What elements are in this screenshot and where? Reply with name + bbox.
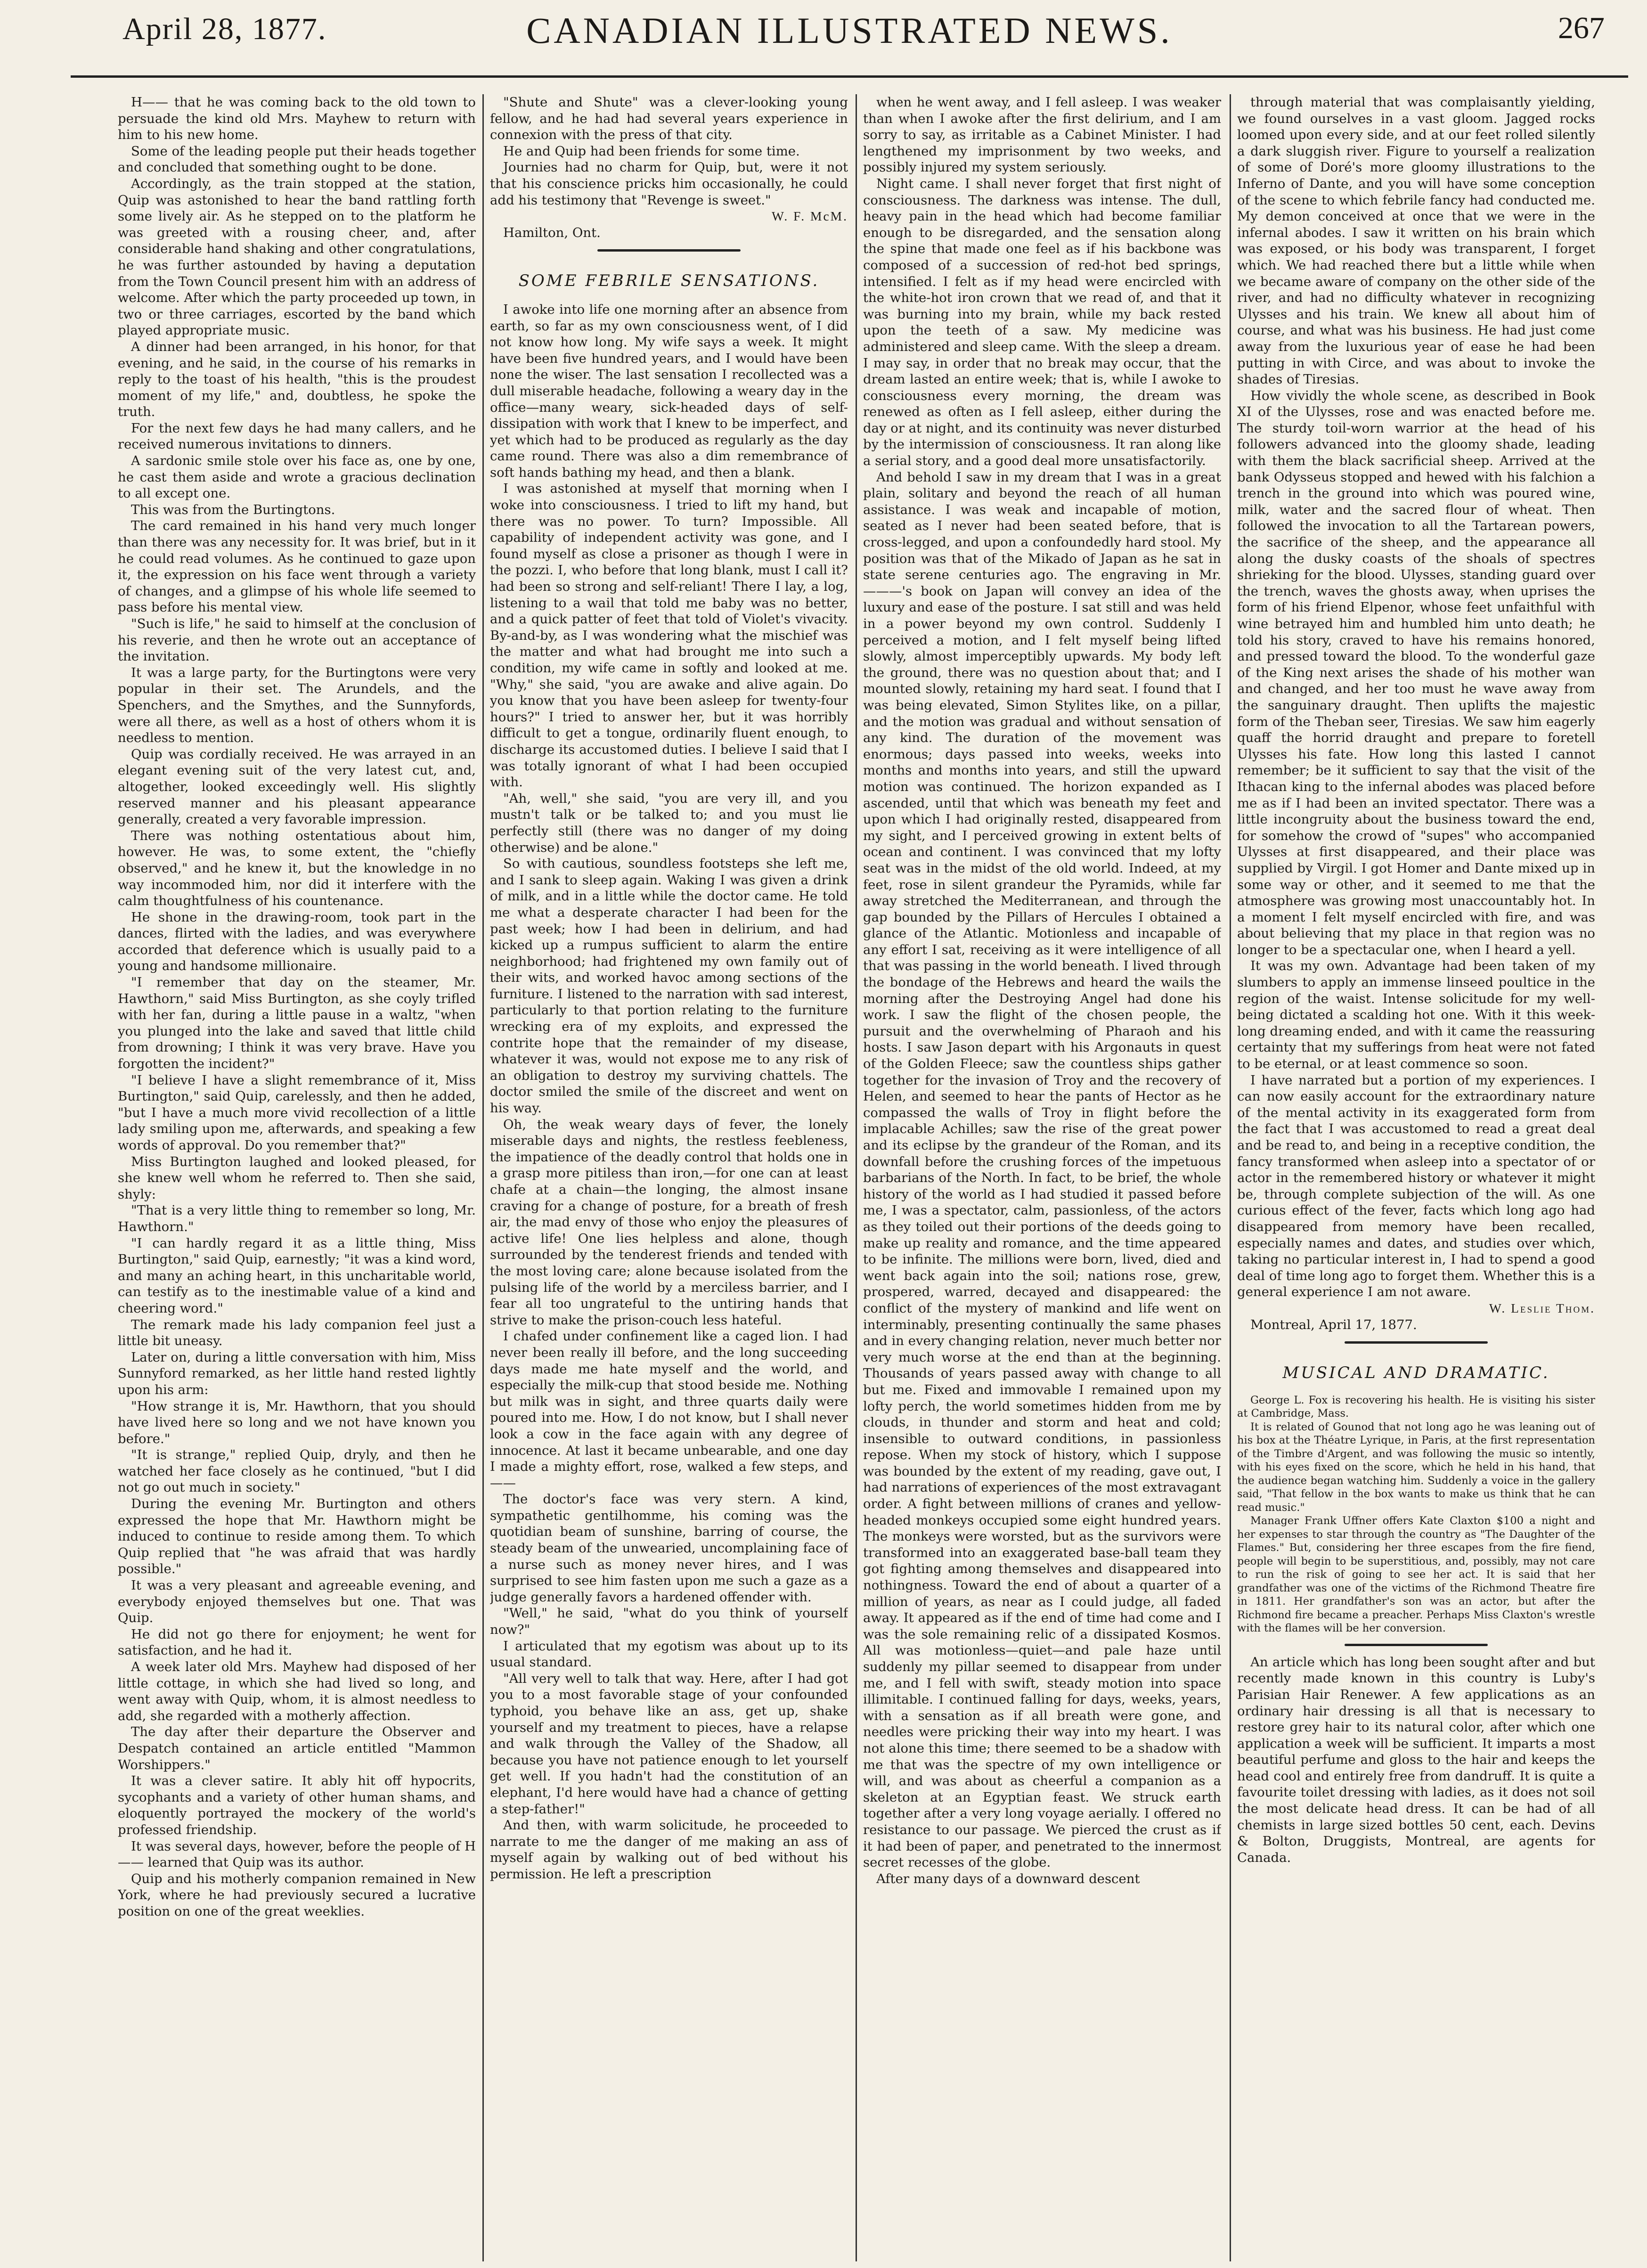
paragraph: A sardonic smile stole over his face as, one by one, he cast them aside and wrote a gracious declination to all except one.	[118, 453, 476, 501]
paragraph: "How strange it is, Mr. Hawthorn, that you should have lived here so long and we not have known you before."	[118, 1398, 476, 1446]
paragraph: Accordingly, as the train stopped at the station, Quip was astonished to hear the band rattling forth some lively air. As he stepped on to the platform he was greeted with a rousing cheer, and, after considerable hand shaking and other congratulations, he was further astounded by having a deputation from the Town Council present him with an address of welcome. After which the party proceeded up town, in two or three carriages, escorted by the band which played appropriate music.	[118, 176, 476, 338]
paragraph: This was from the Burtingtons.	[131, 502, 335, 517]
paragraph: "Shute and Shute" was a clever-looking young fellow, and he had had several years experience in connexion with the press of that city.	[490, 95, 848, 143]
paragraph: "I believe I have a slight remembrance of it, Miss Burtington," said Quip, carelessly, and then he added, "but I have a much more vivid recollection of a little lady smiling upon me, afterwards, and speaking a few words of approval. Do you remember that?"	[118, 1072, 476, 1153]
paragraph: I awoke into life one morning after an absence from earth, so far as my own consciousness went, of I did not know how long. My wife says a week. It might have been five hundred years, and I would have been none the wiser. The last sensation I recollected was a dull miserable headache, following a weary day in the office—many weary, sick-headed days of self-dissipation with work that I knew to be imperfect, and yet which had to be produced as regularly as the day came round. There was also a dim remembrance of soft hands bathing my head, and then a blank.	[490, 302, 848, 480]
paragraph: It was several days, however, before the people of H—— learned that Quip was its author.	[118, 1838, 476, 1870]
paragraph: The remark made his lady companion feel just a little bit uneasy.	[118, 1317, 476, 1349]
paragraph: Miss Burtington laughed and looked pleased, for she knew well whom he referred to. Then she said, shyly:	[118, 1154, 476, 1202]
paragraph: "Ah, well," she said, "you are very ill, and you mustn't talk or be talked to; and you must lie perfectly still (there was no danger of my doing otherwise) and be alone."	[490, 791, 848, 855]
paragraph: when he went away, and I fell asleep. I was weaker than when I awoke after the first delirium, and I am sorry to say, as irritable as a Cabinet Minister. I had lengthened my imprisonment by two weeks, and possibly injured my system seriously.	[863, 95, 1221, 175]
paragraph: "Well," he said, "what do you think of yourself now?"	[490, 1606, 848, 1638]
paragraph: It was a large party, for the Burtingtons were very popular in their set. The Arundels, and the Spenchers, and the Smythes, and the Sunnyfords, were all there, as well as a host of others whom it is needless to mention.	[118, 665, 476, 746]
column-rule	[1230, 94, 1231, 2261]
masthead	[71, 0, 1628, 78]
paragraph: He did not go there for enjoyment; he went for satisfaction, and he had it.	[118, 1626, 476, 1658]
column-rule	[482, 94, 484, 2261]
paragraph: "I remember that day on the steamer, Mr. Hawthorn," said Miss Burtington, as she coyly trifled with her fan, during a little pause in a waltz, "when you plunged into the lake and saved that little child from drowning; I think it was very brave. Have you forgotten the incident?"	[118, 975, 476, 1072]
paragraph: I articulated that my egotism was about up to its usual standard.	[490, 1638, 848, 1670]
page-number: 267	[1558, 11, 1605, 45]
paragraph: After many days of a downward descent	[876, 1871, 1140, 1886]
paragraph: Quip was cordially received. He was arrayed in an elegant evening suit of the very latest cut, and, altogether, looked exceedingly well. His slightly reserved manner and his pleasant appearance generally, created a very favorable impression.	[118, 746, 476, 827]
paragraph: There was nothing ostentatious about him, however. He was, to some extent, the "chiefly observed," and he knew it, but the knowledge in no way incommoded him, nor did it interfere with the calm thoughtfulness of his countenance.	[118, 828, 476, 909]
paragraph: For the next few days he had many callers, and he received numerous invitations to dinners.	[118, 420, 476, 452]
article-febrile-ending	[1237, 94, 1595, 1300]
paragraph: It was my own. Advantage had been taken of my slumbers to apply an immense linseed poultice in the region of the waist. Intense solicitude for my well-being dictated a scalding hot one. With it this week-long dreaming ended, and with it came the reassuring certainty that my sufferings from heat were not fated to be eternal, or at least commence so soon.	[1237, 958, 1595, 1072]
paragraph: He shone in the drawing-room, took part in the dances, flirted with the ladies, and was everywhere accorded that deference which is usually paid to a young and handsome millionaire.	[118, 909, 476, 974]
musical-dramatic-items	[1237, 1394, 1595, 1635]
paragraph: So with cautious, soundless footsteps she left me, and I sank to sleep again. Waking I was given a drink of milk, and in a little while the doctor came. He told me what a desperate character I had been for the past week; how I had been in delirium, and had kicked up a rumpus sufficient to alarm the entire neighborhood; had frightened my own family out of their wits, and worked havoc among sections of the furniture. I listened to the narration with sad interest, particularly to that portion relating to the furniture wrecking era of my exploits, and expressed the contrite hope that the remainder of my disease, whatever it was, would not expose me to any risk of an obligation to destroy my surviving chattels. The doctor smiled the smile of the discreet and went on his way.	[490, 856, 848, 1116]
newspaper-title: CANADIAN ILLUSTRATED NEWS.	[526, 10, 1173, 51]
dateline: Montreal, April 17, 1877.	[1250, 1317, 1417, 1332]
issue-date: April 28, 1877.	[122, 12, 327, 46]
dateline: Hamilton, Ont.	[503, 225, 601, 240]
paragraph: A week later old Mrs. Mayhew had disposed of her little cottage, in which she had lived so long, and went away with Quip, whom, it is almost needless to add, she regarded with a motherly affection.	[118, 1659, 476, 1723]
paragraph: "Such is life," he said to himself at the conclusion of his reverie, and then he wrote out an acceptance of the invitation.	[118, 616, 476, 664]
article-heading: SOME FEBRILE SENSATIONS.	[518, 271, 820, 291]
paragraph: Manager Frank Uffner offers Kate Claxton $100 a night and her expenses to star through the country as "The Daughter of the Flames." But, considering her three escapes from the fire fiend, people will begin to be superstitious, and, possibly, may not care to run the risk of going to see her act. It is said that her grandfather was one of the victims of the Richmond Theatre fire in 1811. Her grandfather's son was an actor, but after the Richmond fire became a preacher. Perhaps Miss Claxton's wrestle with the flames will be her conversion.	[1237, 1515, 1595, 1635]
paragraph: Later on, during a little conversation with him, Miss Sunnyford remarked, as her little hand rested lightly upon his arm:	[118, 1349, 476, 1397]
paragraph: I was astonished at myself that morning when I woke into consciousness. I tried to lift my hand, but there was no power. To turn? Impossible. All capability of independent activity was gone, and I found myself as close a prisoner as though I were in the pozzi. I, who before that long blank, must I call it? had been so strong and self-reliant! There I lay, a log, listening to a wail that told me baby was no better, and a quick patter of feet that told of Violet's vivacity. By-and-by, as I was wondering what the mischief was the matter and what had brought me into such a condition, my wife came in softly and looked at me. "Why," she said, "you are awake and alive again. Do you know that you have been asleep for twenty-four hours?" I tried to answer her, but it was horribly difficult to get a tongue, ordinarily fluent enough, to discharge its accustomed duties. I believe I said that I was totally ignorant of what I had been occupied with.	[490, 481, 848, 790]
paragraph: He and Quip had been friends for some time.	[503, 143, 800, 159]
story-quip-ending	[490, 94, 848, 208]
paragraph: It was a very pleasant and agreeable evening, and everybody enjoyed themselves but one. That was Quip.	[118, 1578, 476, 1626]
hair-renewer-advert: An article which has long been sought after and but recently made known in this country is Luby's Parisian Hair Renewer. A few applications as an ordinary hair dressing is all that is necessary to restore grey hair to its natural color, after which one application a week will be sufficient. It imparts a most beautiful perfume and gloss to the hair and keeps the head cool and entirely free from dandruff. It is quite a favourite toilet dressing with ladies, as it does not soil the most delicate head dress. It can be had of all chemists in large sized bottles 50 cent, each. Devins & Bolton, Druggists, Montreal, are agents for Canada.	[1237, 1654, 1595, 1865]
paragraph: I have narrated but a portion of my experiences. I can now easily account for the extraordinary nature of the mental activity in its exaggerated form from the fact that I was accustomed to read a great deal and be read to, and being in a receptive condition, the fancy transformed when asleep into a spectator of or actor in the remembered history or whatever it might be, through complete subjection of the will. As one curious effect of the fever, facts which long ago had disappeared from memory have been recalled, especially names and dates, and studies over which, taking no particular interest in, I had to spend a good deal of time long ago to forget them. Whether this is a general experience I am not aware.	[1237, 1072, 1595, 1300]
section-heading: MUSICAL AND DRAMATIC.	[1282, 1363, 1550, 1383]
author-signature: W. Leslie Thom.	[1489, 1300, 1595, 1315]
paragraph: A dinner had been arranged, in his honor, for that evening, and he said, in the course of his remarks in reply to the toast of his health, "this is the proudest moment of my life," and, doubtless, he spoke the truth.	[118, 339, 476, 420]
paragraph: Some of the leading people put their heads together and concluded that something ought to be done.	[118, 143, 476, 175]
paragraph: The card remained in his hand very much longer than there was any necessity for. It was brief, but in it he could read volumes. As he continued to gaze upon it, the expression on his face went through a variety of changes, and a glimpse of his whole life seemed to pass before his mental view.	[118, 518, 476, 615]
column-3	[863, 94, 1221, 2261]
paragraph: I chafed under confinement like a caged lion. I had never been really ill before, and the long succeeding days made me hate myself and the world, and especially the milk-cup that stood beside me. Nothing but milk was in sight, and three quarts daily were poured into me. How, I do not know, but I shall never look a cow in the face again with any degree of innocence. At last it became unbearable, and one day I made a mighty effort, rose, walked a few steps, and——	[490, 1329, 848, 1491]
story-quip-continued	[118, 94, 476, 1920]
paragraph: And then, with warm solicitude, he proceeded to narrate to me the danger of me making an ass of myself again by walking out of bed without his permission. He left a prescription	[490, 1818, 848, 1882]
paragraph: Oh, the weak weary days of fever, the lonely miserable days and nights, the restless feebleness, the impatience of the deadly control that holds one in a grasp more pitiless than iron,—for one can at least chafe at a chain—the longing, the almost insane craving for a change of posture, for a breath of fresh air, the mad envy of those who enjoy the pleasures of active life! One lies helpless and alone, though surrounded by the tenderest friends and tended with the most loving care; alone because isolated from the pulsing life of the world by a merciless barrier, and I fear all too ungrateful to the untiring hands that strive to make the prison-couch less hateful.	[490, 1117, 848, 1328]
section-divider	[1237, 1635, 1595, 1654]
article-febrile-continued	[863, 94, 1221, 1887]
columns	[118, 94, 1639, 2261]
paragraph: through material that was complaisantly yielding, we found ourselves in a vast gloom. Jagged rocks loomed upon every side, and at our feet rolled silently a dark sluggish river. Figure to yourself a realization of some of Doré's more gloomy illustrations to the Inferno of Dante, and you will have some conception of the scene to which febrile fancy had conducted me. My demon conceived at once that we were in the infernal abodes. I saw it written on his brain which was exposed, or his body was transparent, I forget which. We had reached there but a little while when we became aware of company on the other side of the river, and had no difficulty whatever in recognizing Ulysses and his train. We knew all about him of course, and what was his business. He had just come away from the luxurious year of ease he had been putting in with Circe, and was about to invoke the shades of Tiresias.	[1237, 95, 1595, 387]
paragraph: Quip and his motherly companion remained in New York, where he had previously secured a lucrative position on one of the great weeklies.	[118, 1871, 476, 1919]
column-2	[490, 94, 848, 2261]
paragraph: The day after their departure the Observer and Despatch contained an article entitled "Mammon Worshippers."	[118, 1724, 476, 1772]
paragraph: George L. Fox is recovering his health. He is visiting his sister at Cambridge, Mass.	[1237, 1394, 1595, 1420]
paragraph: Journies had no charm for Quip, but, were it not that his conscience pricks him occasionally, he could add his testimony that "Revenge is sweet."	[490, 160, 848, 208]
paragraph: "All very well to talk that way. Here, after I had got you to a most favorable stage of your confounded typhoid, you behave like an ass, get up, shake yourself and my treatment to pieces, have a relapse and walk through the Valley of the Shadow, all because you have not patience enough to let yourself get well. If you hadn't had the constitution of an elephant, I'd here would have had a chance of getting a step-father!"	[490, 1671, 848, 1817]
paragraph: It was a clever satire. It ably hit off hypocrits, sycophants and a variety of other human shams, and eloquently portrayed the mockery of the world's professed friendship.	[118, 1773, 476, 1837]
paragraph: "That is a very little thing to remember so long, Mr. Hawthorn."	[118, 1203, 476, 1234]
column-4	[1237, 94, 1595, 2261]
paragraph: Night came. I shall never forget that first night of consciousness. The darkness was intense. The dull, heavy pain in the head which had become familiar enough to be disregarded, and the sensation along the spine that made one feel as if his backbone was composed of a succession of red-hot bed springs, intensified. I felt as if my head were encircled with the white-hot iron crown that we read of, and that it was burning into my brain, while my back rested upon the teeth of a saw. My medicine was administered and sleep came. With the sleep a dream. I may say, in order that no break may occur, that the dream lasted an entire week; that is, while I awoke to consciousness every morning, the dream was renewed as often as I fell asleep, either during the day or at night, and its continuity was never disturbed by the intermission of consciousness. It ran along like a serial story, and a good deal more unsatisfactorily.	[863, 176, 1221, 469]
column-rule	[856, 94, 857, 2261]
paragraph: "It is strange," replied Quip, dryly, and then he watched her face closely as he continued, "but I did not go out much in society."	[118, 1447, 476, 1495]
paragraph: The doctor's face was very stern. A kind, sympathetic gentilhomme, his coming was the quotidian beam of sunshine, barring of course, the steady beam of the unwearied, uncomplaining face of a nurse such as money never hires, and I was surprised to see him fasten upon me such a gaze as a judge generally favors a hardened offender with.	[490, 1492, 848, 1605]
article-febrile-sensations	[490, 302, 848, 1883]
section-divider	[490, 241, 848, 260]
column-1	[118, 94, 476, 2261]
author-signature: W. F. McM.	[771, 209, 848, 224]
paragraph: H—— that he was coming back to the old town to persuade the kind old Mrs. Mayhew to return with him to his new home.	[118, 95, 476, 143]
section-divider	[1237, 1333, 1595, 1352]
paragraph: And behold I saw in my dream that I was in a great plain, solitary and beyond the reach of all human assistance. I was weak and incapable of motion, seated as I never had been seated before, that is cross-legged, and upon a confoundedly hard stool. My position was that of the Mikado of Japan as he sat in state serene centuries ago. The engraving in Mr. ———'s book on Japan will convey an idea of the luxury and ease of the posture. I sat still and was held in a power beyond my own control. Suddenly I perceived a motion, and I felt myself being lifted slowly, almost imperceptibly upwards. My body left the ground, there was no question about that; and I mounted slowly, retaining my hard seat. I found that I was being elevated, Simon Stylites like, on a pillar, and the motion was gradual and without sensation of any kind. The duration of the movement was enormous; days passed into weeks, weeks into months and months into years, and still the upward motion was continued. The horizon expanded as I ascended, until that which was beneath my feet and upon which I had originally rested, disappeared from my sight, and I perceived growing in extent belts of ocean and continent. I was convinced that my lofty seat was in the midst of the old world. Indeed, at my feet, rose in silent grandeur the Pyramids, while far away stretched the Mediterranean, and through the gap bounded by the Pillars of Hercules I obtained a glance of the Atlantic. Motionless and incapable of any effort I sat, receiving as it were intelligence of all that was passing in the world beneath. I lived through the bondage of the Hebrews and heard the wails the morning after the Destroying Angel had done his work. I saw the flight of the chosen people, the pursuit and the overwhelming of Pharaoh and his hosts. I saw Jason depart with his Argonauts in quest of the Golden Fleece; saw the countless ships gather together for the invasion of Troy and the recovery of Helen, and seemed to hear the pants of Hector as he compassed the walls of Troy in flight before the implacable Achilles; saw the rise of the great power and its eclipse by the grandeur of the Roman, and its downfall before the crushing forces of the impetuous barbarians of the North. In fact, to be brief, the whole history of the world as I had studied it passed before me, I was a spectator, calm, passionless, of the actors as they toiled out their portions of the deeds going to make up reality and romance, and the time appeared to be infinite. The millions were born, lived, died and went back again into the soil; nations rose, grew, prospered, warred, decayed and disappeared: the conflict of the mystery of mankind and life went on interminably, presenting continually the same phases and in every changing relation, never much better nor very much worse at the end than at the beginning. Thousands of years passed away with change to all but me. Fixed and immovable I remained upon my lofty perch, the world sometimes hidden from me by clouds, in thunder and storm and heat and cold; insensible to outward conditions, in passionless repose. When my stock of history, which I suppose was bounded by the extent of my reading, gave out, I had narrations of experiences of the most extravagant order. A fight between millions of cranes and yellow-headed monkeys occupied some eight hundred years. The monkeys were worsted, but as the survivors were transformed into an exaggerated base-ball team they got fighting among themselves and disappeared into nothingness. Toward the end of about a quarter of a million of years, as near as I could judge, all faded away. It appeared as if the end of time had come and I was the sole remaining relic of a dissipated Kosmos. All was motionless—quiet—and pale haze until suddenly my pillar seemed to disappear from under me, and I fell with swift, steady motion into space illimitable. I continued falling for days, weeks, years, with a sensation as if all breath were gone, and needles were pricking their way into my heart. I was not alone this time; there seemed to be a shadow with me that was the spectre of my own intelligence or will, and was about as cheerful a companion as a skeleton at an Egyptian feast. We struck earth together after a very long voyage aerially. I offered no resistance to our passage. We pierced the crust as if it had been of paper, and penetrated to the innermost secret recesses of the globe.	[863, 469, 1221, 1870]
paragraph: How vividly the whole scene, as described in Book XI of the Ulysses, rose and was enacted before me. The sturdy toil-worn warrior at the head of his followers advanced into the gloomy shade, leading with them the black sacrificial sheep. Arrived at the bank Odysseus stopped and hewed with his falchion a trench in the ground into which was poured wine, milk, water and the sacred flour of wheat. Then followed the invocation to all the Tartarean powers, the sacrifice of the sheep, and the appearance all along the dusky coasts of the shoals of spectres shrieking for the blood. Ulysses, standing guard over the trench, waves the ghosts away, when uprises the form of his friend Elpenor, whose feet unfaithful with wine betrayed him and humbled him unto death; he told his story, craved to have his remains honored, and pressed toward the blood. To the wonderful gaze of the King next arises the shade of his mother wan and changed, and her too must he wave away from the sanguinary draught. Then uplifts the majestic form of the Theban seer, Tiresias. We saw him eagerly quaff the horrid draught and prepare to foretell Ulysses his fate. How long this lasted I cannot remember; be it sufficient to say that the visit of the Ithacan king to the infernal abodes was placed before me as if I had been an invited spectator. There was a little incongruity about the business toward the end, for somehow the crowd of "supes" who accompanied Ulysses at first disappeared, and their place was supplied by Virgil. I got Homer and Dante mixed up in some way or other, and it seemed to me that the atmosphere was growing most unaccountably hot. In a moment I felt myself encircled with fire, and was about believing that my place in that region was no longer to be a spectacular one, when I heard a yell.	[1237, 388, 1595, 957]
paragraph: "I can hardly regard it as a little thing, Miss Burtington," said Quip, earnestly; "it was a kind word, and many an aching heart, in this uncharitable world, can testify as to the inestimable value of a kind and cheering word."	[118, 1235, 476, 1316]
paragraph: During the evening Mr. Burtington and others expressed the hope that Mr. Hawthorn might be induced to continue to reside among them. To which Quip replied that "he was afraid that was hardly possible."	[118, 1496, 476, 1577]
paragraph: It is related of Gounod that not long ago he was leaning out of his box at the Théatre Lyrique, in Paris, at the first representation of the Timbre d'Argent, and was following the music so intently, with his eyes fixed on the score, which he held in his hand, that the audience began watching him. Suddenly a voice in the gallery said, "That fellow in the box wants to make us think that he can read music."	[1237, 1420, 1595, 1514]
